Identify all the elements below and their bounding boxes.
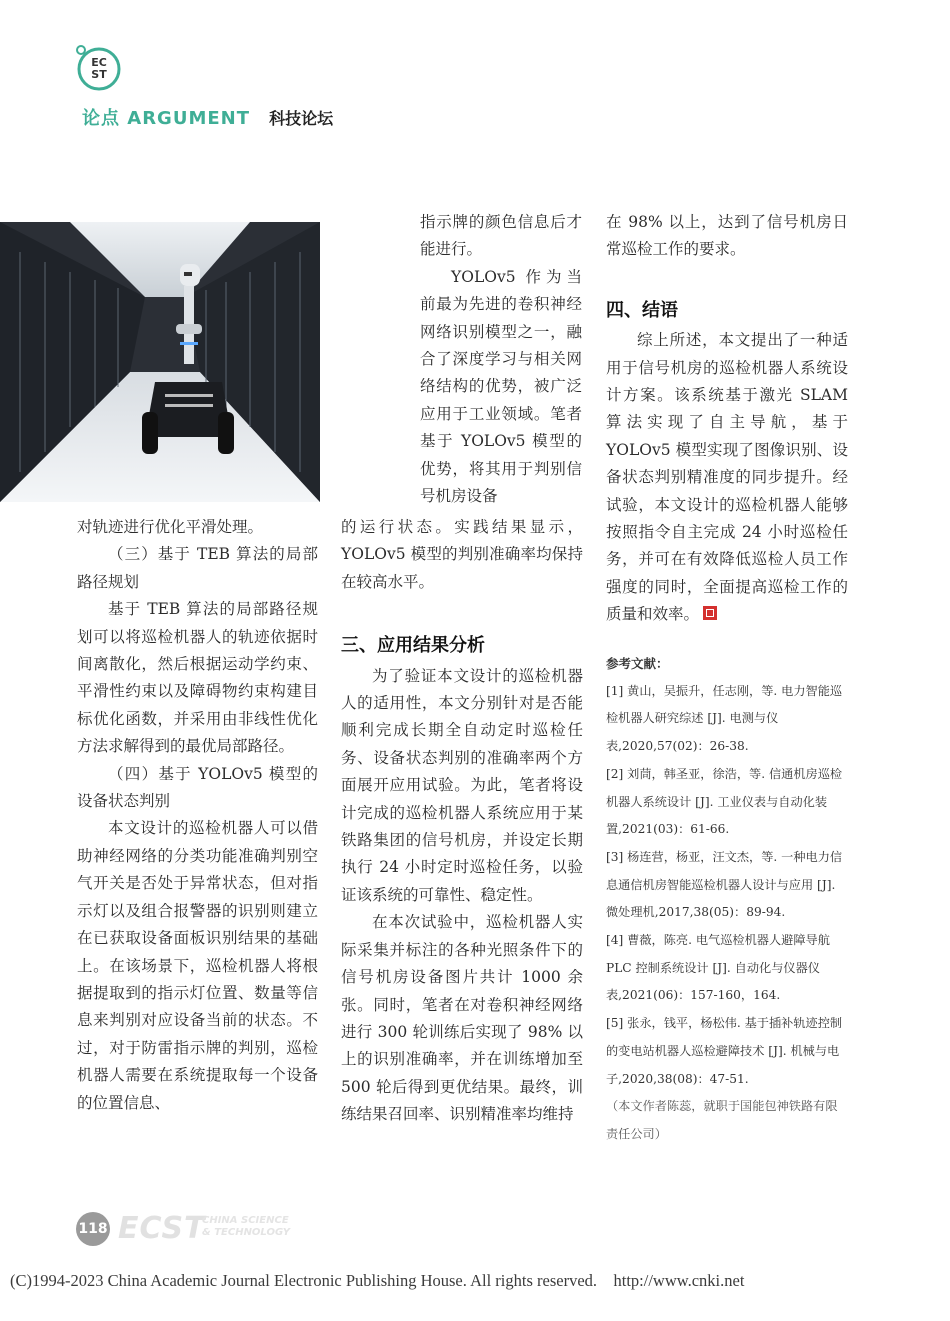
reference-item: [2] 刘茼，韩圣亚，徐浩，等. 信通机房巡检机器人系统设计 [J]. 工业仪表与自动化装置,2021(03)：61-66.	[606, 766, 843, 837]
col3-text	[606, 209, 848, 629]
footer-brand-sub-1: CHINA SCIENCE	[202, 1215, 289, 1226]
col2-narrow-para-2: YOLOv5 作为当前最为先进的卷积神经网络识别模型之一，融合了深度学习与相关网络结构的优势，被广泛应用于工业领域。笔者基于 YOLOv5 模型的优势，将其用于判别信号机房设备	[420, 267, 582, 506]
col2-narrow-para-1: 指示牌的颜色信息后才能进行。	[420, 213, 582, 259]
col2-narrow-text	[420, 209, 582, 510]
col1-subheading-3: （三）基于 TEB 算法的局部路径规划	[77, 545, 318, 591]
page-header	[82, 104, 333, 130]
section3-heading: 三、应用结果分析	[341, 635, 485, 657]
section4-heading: 四、结语	[606, 299, 678, 321]
section3-para-2: 在本次试验中，巡检机器人实际采集并标注的各种光照条件下的信号机房设备图片共计 1000 余张。同时，笔者在对卷积神经网络进行 300 轮训练后实现了 98% 以上的识别准确率，并在训练增加至 500 轮后得到更优结果。最终，训练结果召回率、识别精准率均维持	[341, 913, 583, 1124]
reference-item: [4] 曹薇，陈亮. 电气巡检机器人避障导航 PLC 控制系统设计 [J]. 自动化与仪器仪表,2021(06)：157-160，164.	[606, 933, 830, 1003]
references-title: 参考文献：	[606, 656, 669, 671]
col1-para-yolo: 本文设计的巡检机器人可以借助神经网络的分类功能准确判别空气开关是否处于异常状态，但对指示灯以及组合报警器的识别则建立在已获取设备面板识别结果的基础上。在该场景下，巡检机器人将根据提取到的指示灯位置、数量等信息来判别对应设备当前的状态。不过，对于防雷指示牌的判别，巡检机器人需要在系统提取每一个设备的位置信息、	[77, 819, 318, 1112]
copyright-line: (C)1994-2023 China Academic Journal Electronic Publishing House. All rights reserved. http://www.cnki.net	[10, 1271, 745, 1290]
reference-item: [1] 黄山，吴振升，任志刚，等. 电力智能巡检机器人研究综述 [J]. 电测与仪表,2020,57(02)：26-38.	[606, 683, 843, 754]
col1-subheading-4: （四）基于 YOLOv5 模型的设备状态判别	[77, 764, 318, 811]
col3-top-para: 在 98% 以上，达到了信号机房日常巡检工作的要求。	[606, 213, 848, 259]
robot-photo	[0, 222, 320, 502]
section3-para-1: 为了验证本文设计的巡检机器人的适用性，本文分别针对是否能顺利完成长期全自动定时巡检任务、设备状态判别的准确率两个方面展开应用试验。为此，笔者将设计完成的巡检机器人系统应用于某铁路集团的信号机房，并设定长期执行 24 小时定时巡检任务，以验证该系统的可靠性、稳定性。	[341, 666, 583, 904]
end-mark-icon	[703, 606, 717, 620]
logo-text-top: EC	[91, 56, 107, 69]
ecst-logo	[74, 44, 122, 92]
col2-para-1: 的运行状态。实践结果显示，YOLOv5 模型的判别准确率均保持在较高水平。	[341, 518, 583, 591]
logo-text-bottom: ST	[91, 68, 107, 81]
section-label: 论点 ARGUMENT	[82, 108, 250, 129]
footer-brand-sub-2: & TECHNOLOGY	[202, 1227, 290, 1238]
footer-brand: ECST	[118, 1211, 206, 1246]
reference-item: [3] 杨连营，杨亚，汪文杰，等. 一种电力信息通信机房智能巡检机器人设计与应用 [J]. 微处理机,2017,38(05)：89-94.	[606, 849, 843, 920]
column-label: 科技论坛	[269, 109, 334, 128]
references	[606, 650, 848, 1149]
col2-text	[341, 514, 583, 1129]
author-note: （本文作者陈蕊，就职于国能包神铁路有限责任公司）	[606, 1099, 838, 1141]
reference-item: [5] 张永，钱平，杨松伟. 基于插补轨迹控制的变电站机器人巡检避障技术 [J]. 机械与电子,2020,38(08)：47-51.	[606, 1016, 843, 1086]
section4-para: 综上所述，本文提出了一种适用于信号机房的巡检机器人系统设计方案。该系统基于激光 SLAM 算法实现了自主导航，基于 YOLOv5 模型实现了图像识别、设备状态判别精准度的同步提升。经试验，本文设计的巡检机器人能够按照指令自主完成 24 小时巡检任务，并可在有效降低巡检人员工作强度的同时，全面提高巡检工作的质量和效率。	[606, 331, 848, 624]
col1-text	[77, 514, 318, 1117]
footer-brand-sub	[202, 1215, 290, 1239]
page-number: 118	[76, 1212, 110, 1246]
col1-para-1: 对轨迹进行优化平滑处理。	[77, 518, 264, 536]
section4-para-wrap	[606, 327, 848, 628]
col1-para-teb: 基于 TEB 算法的局部路径规划可以将巡检机器人的轨迹依据时间离散化，然后根据运动学约束、平滑性约束以及障碍物约束构建目标优化函数，并采用由非线性优化方法求解得到的最优局部路径。	[77, 600, 318, 756]
